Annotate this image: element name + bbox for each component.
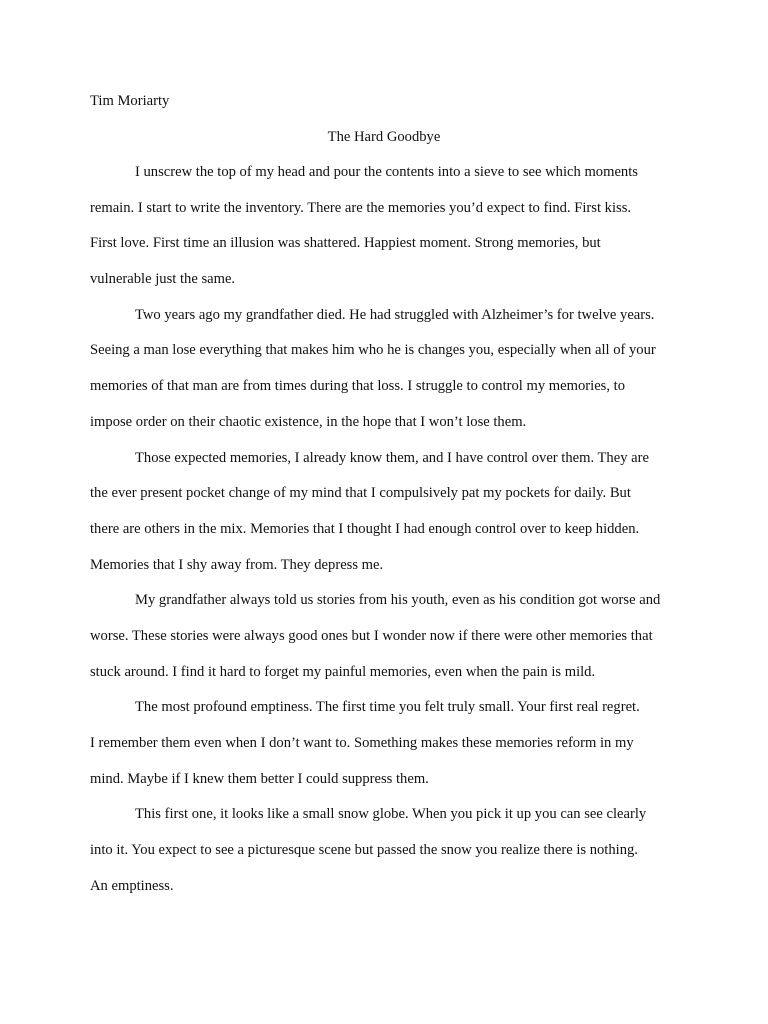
text-line: Those expected memories, I already know them, and I have control over them. They are [135, 449, 649, 466]
paragraph [90, 690, 678, 797]
paragraph [90, 155, 678, 298]
text-line: This first one, it looks like a small snow globe. When you pick it up you can see clearly [135, 806, 647, 823]
text-line: vulnerable just the same. [90, 271, 236, 288]
text-line: My grandfather always told us stories from his youth, even as his condition got worse and [135, 592, 661, 609]
text-line: I unscrew the top of my head and pour the contents into a sieve to see which moments [135, 164, 638, 180]
paragraph [90, 583, 678, 690]
text-line: Memories that I shy away from. They depress me. [90, 556, 384, 573]
text-line: Seeing a man lose everything that makes him who he is changes you, especially when all of your [90, 342, 656, 359]
text-line: I remember them even when I don’t want to. Something makes these memories reform in my [90, 735, 634, 751]
paragraph [90, 797, 678, 904]
text-line: First love. First time an illusion was shattered. Happiest moment. Strong memories, but [90, 235, 601, 252]
text-line: remain. I start to write the inventory. There are the memories you’d expect to find. First kiss. [90, 199, 632, 216]
text-line: into it. You expect to see a picturesque scene but passed the snow you realize there is nothing. [90, 842, 638, 859]
text-line: The most profound emptiness. The first time you felt truly small. Your first real regret. [135, 699, 640, 716]
text-line: mind. Maybe if I knew them better I could suppress them. [90, 770, 429, 787]
document-body [90, 155, 678, 904]
paragraph [90, 441, 678, 584]
paragraph [90, 298, 678, 441]
text-line: impose order on their chaotic existence, in the hope that I won’t lose them. [90, 413, 527, 430]
text-line: worse. These stories were always good ones but I wonder now if there were other memories that [90, 627, 653, 644]
text-line: there are others in the mix. Memories that I thought I had enough control over to keep hidden. [90, 520, 640, 537]
author-name: Tim Moriarty [90, 93, 170, 109]
text-line: the ever present pocket change of my mind that I compulsively pat my pockets for daily. But [90, 485, 631, 502]
document-title: The Hard Goodbye [327, 129, 441, 145]
text-line: stuck around. I find it hard to forget my painful memories, even when the pain is mild. [90, 663, 596, 680]
text-line: Two years ago my grandfather died. He had struggled with Alzheimer’s for twelve years. [135, 306, 655, 323]
text-line: memories of that man are from times during that loss. I struggle to control my memories, to [90, 378, 625, 395]
text-line: An emptiness. [90, 877, 174, 894]
